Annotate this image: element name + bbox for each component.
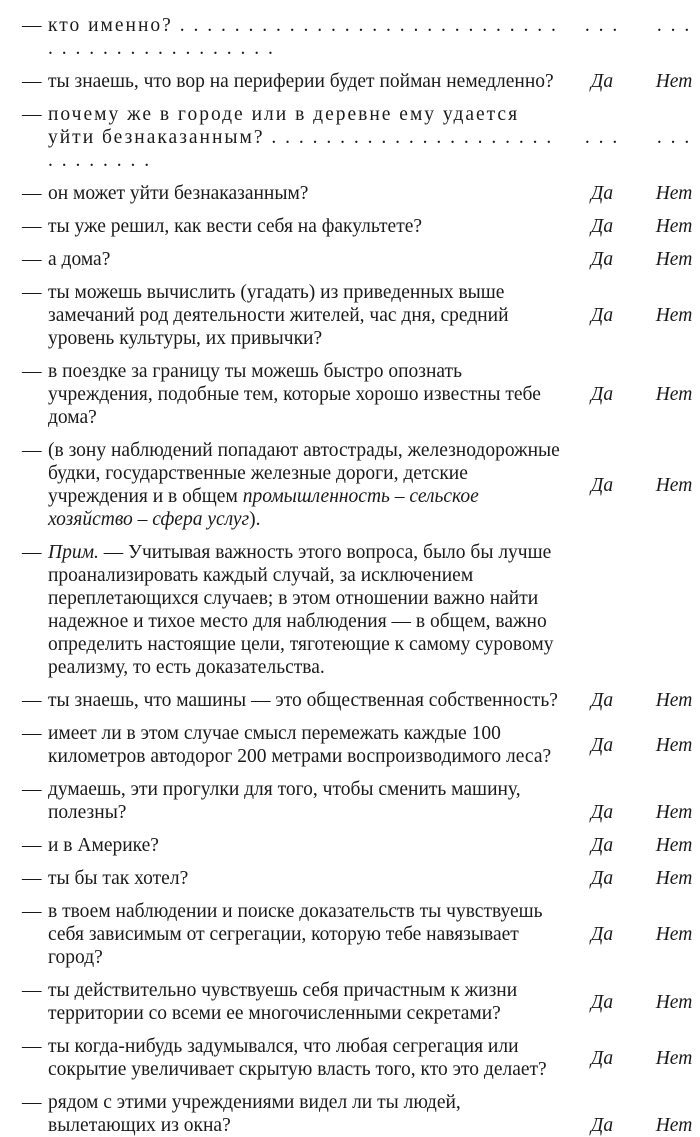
answer-yes[interactable]: Да [590, 868, 614, 889]
question-row [22, 182, 693, 205]
answer-no[interactable]: Нет [655, 924, 693, 945]
question-text-part: (в зону наблюдений попадают автострады, железнодорожные будки, государственные железные дороги, детские учреждения и в общем [48, 440, 560, 507]
dash: — [22, 361, 42, 382]
question-text: ты когда-нибудь задумывался, что любая сегрегация или сокрытие увеличивает скрытую власть того, кто это делает? [48, 1036, 547, 1080]
answer-no[interactable]: Нет [655, 1047, 693, 1069]
question-text-part: ). [249, 509, 261, 530]
question-row [22, 1035, 693, 1081]
answer-yes[interactable]: Да [590, 1047, 614, 1069]
answer-no[interactable]: . . . [656, 15, 692, 36]
question-text: имеет ли в этом случае смысл перемежать каждые 100 километров автодорог 200 метрами воспроизводимого леса? [48, 723, 552, 767]
note-body: — Учитывая важность этого вопроса, было бы лучше проанализировать каждый случай, за исключением переплетающихся случаев; в этом отношении важно найти надежное и тихое место для наблюдения — в общем, важно определить настоящие цели, тяготеющие к самому суровому реализму, то есть доказательства. [48, 542, 554, 678]
answer-yes[interactable]: Да [590, 802, 614, 823]
answer-no[interactable]: Нет [655, 183, 693, 204]
dash: — [22, 1092, 42, 1113]
answer-yes[interactable]: Да [590, 305, 614, 326]
answer-no[interactable]: Нет [655, 216, 693, 237]
dash: — [22, 15, 42, 36]
answer-yes[interactable]: . . . [584, 15, 620, 36]
question-text: в твоем наблюдении и поиске доказательств ты чувствуешь себя зависимым от сегрегации, которую тебе навязывает город? [48, 901, 543, 968]
question-row [22, 867, 693, 890]
answer-no[interactable]: Нет [655, 868, 693, 889]
dash: — [22, 104, 42, 125]
dash: — [22, 868, 42, 889]
question-row [22, 439, 693, 531]
answer-no[interactable]: Нет [655, 734, 693, 756]
dash: — [22, 901, 42, 922]
answer-no[interactable]: Нет [655, 474, 693, 496]
answer-yes[interactable]: Да [590, 1115, 614, 1136]
question-text: он может уйти безнаказанным? [48, 183, 309, 204]
question-text: кто именно? . . . . . . . . . . . . . . . . . . . . . . . . . . . . . . . . . . . . . . . . . . . . . [48, 15, 558, 59]
answer-no[interactable]: Нет [655, 835, 693, 856]
question-text: ты знаешь, что вор на периферии будет пойман немедленно? [48, 71, 554, 92]
dash: — [22, 835, 42, 856]
question-row [22, 722, 693, 768]
answer-yes[interactable]: Да [590, 183, 614, 204]
question-row [22, 281, 693, 350]
answer-yes[interactable]: Да [590, 734, 614, 756]
dash: — [22, 690, 42, 711]
question-row [22, 103, 692, 172]
dash: — [22, 249, 42, 270]
note-row [22, 541, 678, 679]
answer-no[interactable]: Нет [655, 71, 693, 92]
answer-no[interactable]: Нет [655, 802, 693, 823]
question-row [22, 248, 693, 271]
question-row [22, 900, 693, 969]
answer-no[interactable]: Нет [655, 249, 693, 270]
question-text: ты действительно чувствуешь себя причастным к жизни территории со всеми ее многочисленными секретами? [48, 980, 518, 1024]
answer-no[interactable]: Нет [655, 305, 693, 326]
question-text: почему же в городе или в деревне ему удается уйти безнаказанным? . . . . . . . . . . . . . . . . . . . . . . . . . . . . . [48, 104, 554, 171]
answer-yes[interactable]: . . . [584, 127, 620, 148]
answer-no[interactable]: . . . [656, 127, 692, 148]
question-text: ты можешь вычислить (угадать) из приведенных выше замечаний род деятельности жителей, час дня, средний уровень культуры, их привычки? [48, 282, 509, 349]
question-row [22, 689, 693, 712]
question-text: и в Америке? [48, 835, 159, 856]
question-text: рядом с этими учреждениями видел ли ты людей, вылетающих из окна? [48, 1092, 461, 1136]
answer-yes[interactable]: Да [590, 924, 614, 945]
dash: — [22, 779, 42, 800]
question-text: а дома? [48, 249, 111, 270]
answer-yes[interactable]: Да [590, 71, 614, 92]
dash: — [22, 183, 42, 204]
question-text-italic: промышленность – сельское хозяйство – сфера услуг [48, 486, 479, 530]
question-text: думаешь, эти прогулки для того, чтобы сменить машину, полезны? [48, 779, 521, 823]
answer-yes[interactable]: Да [590, 991, 614, 1013]
answer-yes[interactable]: Да [590, 474, 614, 496]
answer-yes[interactable]: Да [590, 835, 614, 856]
dash: — [22, 980, 42, 1001]
note-label: Прим. [48, 542, 99, 563]
answer-yes[interactable]: Да [590, 249, 614, 270]
question-text: ты уже решил, как вести себя на факультете? [48, 216, 423, 237]
question-text: в поездке за границу ты можешь быстро опознать учреждения, подобные тем, которые хорошо известны тебе дома? [48, 361, 541, 428]
question-row [22, 14, 692, 60]
dash: — [22, 216, 42, 237]
dash: — [22, 723, 42, 744]
note-text [48, 541, 566, 679]
question-row [22, 834, 693, 857]
question-text: ты бы так хотел? [48, 868, 189, 889]
dash: — [22, 440, 42, 461]
dash: — [22, 1036, 42, 1057]
answer-yes[interactable]: Да [590, 216, 614, 237]
question-row [22, 1091, 693, 1137]
answer-yes[interactable]: Да [590, 384, 614, 405]
dash: — [22, 282, 42, 303]
answer-no[interactable]: Нет [655, 384, 693, 405]
dash: — [22, 71, 42, 92]
question-row [22, 70, 693, 93]
question-row [22, 215, 693, 238]
question-text: ты знаешь, что машины — это общественная собственность? [48, 690, 558, 711]
dash: — [22, 542, 42, 563]
question-text [48, 439, 566, 531]
answer-no[interactable]: Нет [655, 690, 693, 711]
question-row [22, 979, 693, 1025]
answer-no[interactable]: Нет [655, 991, 693, 1013]
question-row [22, 778, 693, 824]
answer-no[interactable]: Нет [655, 1115, 693, 1136]
answer-yes[interactable]: Да [590, 690, 614, 711]
question-row [22, 360, 693, 429]
